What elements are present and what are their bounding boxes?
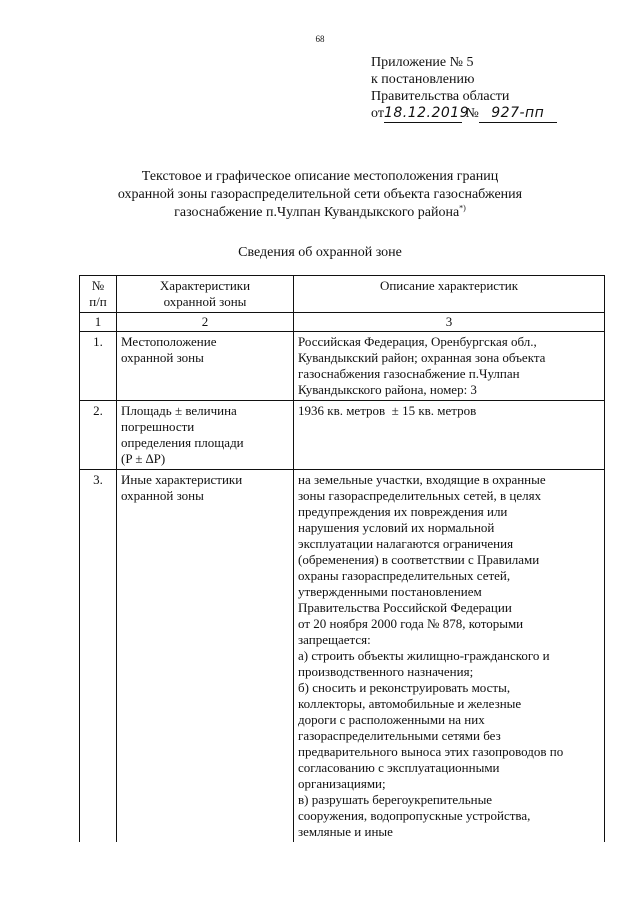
row-characteristic — [117, 470, 294, 843]
desc-line: зоны газораспределительных сетей, в целях — [298, 488, 542, 503]
desc-line: предварительного выноса этих газопроводов по — [298, 744, 564, 759]
title-line-3 — [0, 204, 640, 222]
row-number: 3. — [80, 470, 117, 843]
appendix-date-line — [371, 105, 557, 123]
row-description — [294, 401, 605, 470]
handwritten-date: 18.12.2019 — [383, 105, 470, 121]
table-row — [80, 332, 605, 401]
appendix-line-2: к постановлению — [371, 72, 475, 87]
footnote-mark: *) — [459, 203, 466, 213]
number-label: № — [465, 106, 479, 121]
desc-line: утвержденными постановлением — [298, 584, 482, 599]
desc-line: нарушения условий их нормальной — [298, 520, 495, 535]
row-characteristic — [117, 401, 294, 470]
desc-line: Правительства Российской Федерации — [298, 600, 512, 615]
char-line: погрешности — [121, 419, 195, 434]
desc-line: организациями; — [298, 776, 386, 791]
header-col-characteristics-line1: Характеристики — [159, 278, 251, 293]
char-line: (P ± ∆P) — [121, 451, 166, 466]
char-line: охранной зоны — [121, 488, 204, 503]
desc-line: Российская Федерация, Оренбургская обл., — [298, 334, 537, 349]
desc-line: сооружения, водопропускные устройства, — [298, 808, 531, 823]
desc-line: а) строить объекты жилищно-гражданского и — [298, 648, 550, 663]
appendix-line-1: Приложение № 5 — [371, 55, 474, 70]
header-col-number-line1: № — [91, 278, 105, 293]
desc-line: охраны газораспределительных сетей, — [298, 568, 511, 583]
desc-line: эксплуатации налагаются ограничения — [298, 536, 514, 551]
protection-zone-table — [79, 275, 605, 842]
header-col-description: Описание характеристик — [294, 276, 605, 313]
from-label: от — [371, 106, 384, 121]
desc-line: Кувандыкский район; охранная зона объекта — [298, 350, 546, 365]
page-number: 68 — [315, 34, 325, 44]
header-col-characteristics — [117, 276, 294, 313]
table-header-row — [80, 276, 605, 313]
table-row — [80, 401, 605, 470]
document-title — [0, 168, 640, 222]
row-description — [294, 332, 605, 401]
row-description — [294, 470, 605, 843]
desc-line: Кувандыкского района, номер: 3 — [298, 382, 477, 397]
title-line-3-text: газоснабжение п.Чулпан Кувандыкского района — [174, 205, 460, 220]
numbering-cell: 2 — [117, 313, 294, 332]
title-line-1: Текстовое и графическое описание местоположения границ — [141, 169, 499, 184]
desc-line: предупреждения их повреждения или — [298, 504, 508, 519]
desc-line: на земельные участки, входящие в охранные — [298, 472, 546, 487]
char-line: Площадь ± величина — [121, 403, 237, 418]
desc-line: земляные и иные — [298, 824, 393, 839]
desc-line: (обременения) в соответствии с Правилами — [298, 552, 540, 567]
char-line: Местоположение — [121, 334, 217, 349]
desc-line: коллекторы, автомобильные и железные — [298, 696, 522, 711]
desc-line: производственного назначения; — [298, 664, 474, 679]
char-line: Иные характеристики — [121, 472, 243, 487]
char-line: охранной зоны — [121, 350, 204, 365]
header-col-number-line2: п/п — [89, 294, 107, 309]
desc-line: б) сносить и реконструировать мосты, — [298, 680, 511, 695]
appendix-line-3: Правительства области — [371, 89, 510, 104]
table-row — [80, 470, 605, 843]
desc-line: газоснабжения газоснабжение п.Чулпан — [298, 366, 520, 381]
desc-line: 1936 кв. метров ± 15 кв. метров — [298, 403, 477, 418]
desc-line: от 20 ноября 2000 года № 878, которыми — [298, 616, 524, 631]
desc-line: в) разрушать берегоукрепительные — [298, 792, 493, 807]
table-numbering-row — [80, 313, 605, 332]
numbering-cell: 3 — [294, 313, 605, 332]
numbering-cell: 1 — [80, 313, 117, 332]
row-number: 1. — [80, 332, 117, 401]
desc-line: согласованию с эксплуатационными — [298, 760, 500, 775]
header-col-characteristics-line2: охранной зоны — [163, 294, 247, 309]
desc-line: дороги с расположенными на них — [298, 712, 485, 727]
header-col-number — [80, 276, 117, 313]
section-subtitle: Сведения об охранной зоне — [238, 245, 402, 260]
appendix-header — [371, 54, 557, 123]
char-line: определения площади — [121, 435, 244, 450]
row-characteristic — [117, 332, 294, 401]
row-number: 2. — [80, 401, 117, 470]
desc-line: запрещается: — [298, 632, 371, 647]
title-line-2: охранной зоны газораспределительной сети объекта газоснабжения — [117, 187, 523, 202]
desc-line: газораспределительными сетями без — [298, 728, 501, 743]
handwritten-number: 927-пп — [479, 105, 557, 123]
